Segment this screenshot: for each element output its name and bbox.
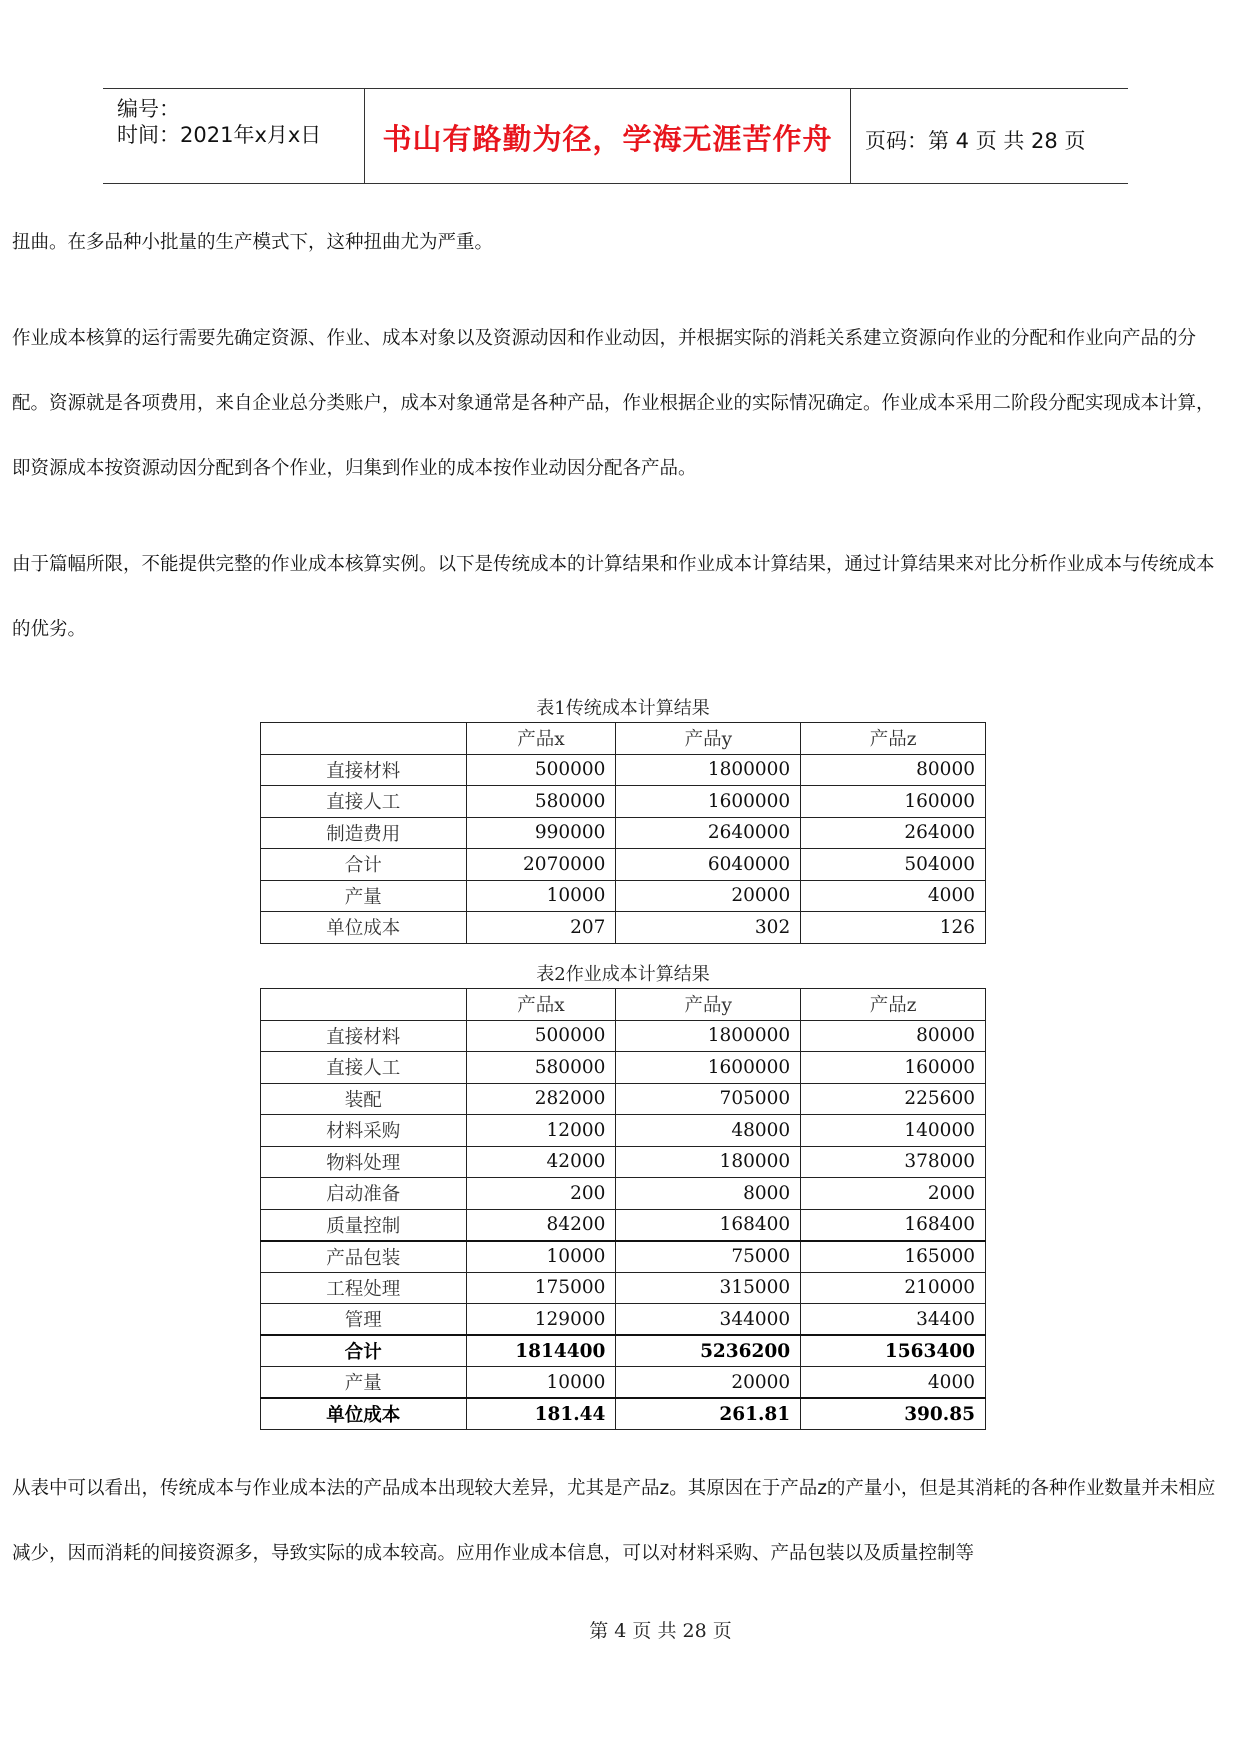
- table-row: [261, 1020, 986, 1052]
- value-cell: 705000: [616, 1083, 801, 1115]
- header-cell: 产品y: [616, 989, 801, 1021]
- value-cell: 264000: [801, 817, 986, 849]
- header-cell: 产品x: [466, 723, 616, 755]
- table-row: [261, 817, 986, 849]
- value-cell: 175000: [466, 1272, 616, 1304]
- value-cell: 504000: [801, 849, 986, 881]
- value-cell: 1814400: [466, 1335, 616, 1367]
- table-row: [261, 1241, 986, 1273]
- row-label: 单位成本: [261, 912, 467, 944]
- value-cell: 5236200: [616, 1335, 801, 1367]
- paragraph-4: 从表中可以看出，传统成本与作业成本法的产品成本出现较大差异，尤其是产品z。其原因在于产品z的产量小，但是其消耗的各种作业数量并未相应减少，因而消耗的间接资源多，导致实际的成本较高。应用作业成本信息，可以对材料采购、产品包装以及质量控制等: [12, 1478, 1216, 1564]
- table-row: [261, 1083, 986, 1115]
- value-cell: 315000: [616, 1272, 801, 1304]
- value-cell: 6040000: [616, 849, 801, 881]
- table-row: [261, 754, 986, 786]
- table-row: [261, 1115, 986, 1147]
- row-label: 质量控制: [261, 1209, 467, 1241]
- header-cell: 产品z: [801, 723, 986, 755]
- row-label: 合计: [261, 849, 467, 881]
- value-cell: 580000: [466, 786, 616, 818]
- value-cell: 168400: [616, 1209, 801, 1241]
- value-cell: 75000: [616, 1241, 801, 1273]
- table2-activity-cost: [260, 988, 986, 1430]
- table-row: [261, 1367, 986, 1399]
- table-row: [261, 1052, 986, 1084]
- value-cell: 165000: [801, 1241, 986, 1273]
- value-cell: 1800000: [616, 754, 801, 786]
- value-cell: 4000: [801, 1367, 986, 1399]
- table-row: [261, 1178, 986, 1210]
- document-number-label: 编号：: [117, 97, 180, 121]
- value-cell: 1600000: [616, 786, 801, 818]
- row-label: 直接人工: [261, 786, 467, 818]
- value-cell: 168400: [801, 1209, 986, 1241]
- page-footer: 第 4 页 共 28 页: [589, 1620, 732, 1642]
- row-label: 产量: [261, 880, 467, 912]
- header-cell: 产品x: [466, 989, 616, 1021]
- row-label: 直接材料: [261, 1020, 467, 1052]
- value-cell: 390.85: [801, 1398, 986, 1430]
- value-cell: 1563400: [801, 1335, 986, 1367]
- row-label: 直接人工: [261, 1052, 467, 1084]
- value-cell: 34400: [801, 1304, 986, 1336]
- value-cell: 200: [466, 1178, 616, 1210]
- table-row: [261, 1209, 986, 1241]
- value-cell: 210000: [801, 1272, 986, 1304]
- header-cell: [261, 989, 467, 1021]
- value-cell: 180000: [616, 1146, 801, 1178]
- value-cell: 42000: [466, 1146, 616, 1178]
- row-label: 材料采购: [261, 1115, 467, 1147]
- row-label: 产品包装: [261, 1241, 467, 1273]
- table1-caption: 表1传统成本计算结果: [536, 698, 710, 719]
- value-cell: 378000: [801, 1146, 986, 1178]
- document-time-label: 时间：2021年x月x日: [117, 123, 322, 147]
- value-cell: 160000: [801, 1052, 986, 1084]
- table-row: [261, 912, 986, 944]
- table-row: [261, 1146, 986, 1178]
- table-total-row: [261, 1335, 986, 1367]
- header-cell: 产品y: [616, 723, 801, 755]
- value-cell: 80000: [801, 754, 986, 786]
- value-cell: 1800000: [616, 1020, 801, 1052]
- table-row: [261, 786, 986, 818]
- header-info-cell: [103, 89, 365, 183]
- value-cell: 80000: [801, 1020, 986, 1052]
- value-cell: 990000: [466, 817, 616, 849]
- value-cell: 302: [616, 912, 801, 944]
- table-row: [261, 1272, 986, 1304]
- header-cell: [261, 723, 467, 755]
- value-cell: 10000: [466, 1367, 616, 1399]
- table1-traditional-cost: [260, 722, 986, 944]
- page-header: [103, 88, 1128, 184]
- paragraph-2: 作业成本核算的运行需要先确定资源、作业、成本对象以及资源动因和作业动因，并根据实际的消耗关系建立资源向作业的分配和作业向产品的分配。资源就是各项费用，来自企业总分类账户，成本对象通常是各种产品，作业根据企业的实际情况确定。作业成本采用二阶段分配实现成本计算，即资源成本按资源动因分配到各个作业，归集到作业的成本按作业动因分配各产品。: [12, 328, 1215, 479]
- table2-caption: 表2作业成本计算结果: [536, 964, 710, 985]
- row-label: 直接材料: [261, 754, 467, 786]
- value-cell: 282000: [466, 1083, 616, 1115]
- value-cell: 500000: [466, 1020, 616, 1052]
- value-cell: 207: [466, 912, 616, 944]
- value-cell: 2000: [801, 1178, 986, 1210]
- value-cell: 10000: [466, 1241, 616, 1273]
- row-label: 产量: [261, 1367, 467, 1399]
- table-row: [261, 1304, 986, 1336]
- row-label: 制造费用: [261, 817, 467, 849]
- row-label: 单位成本: [261, 1398, 467, 1430]
- paragraph-3: 由于篇幅所限，不能提供完整的作业成本核算实例。以下是传统成本的计算结果和作业成本计算结果，通过计算结果来对比分析作业成本与传统成本的优劣。: [12, 554, 1215, 640]
- table-row: [261, 880, 986, 912]
- table-unit-cost-row: [261, 1398, 986, 1430]
- value-cell: 129000: [466, 1304, 616, 1336]
- value-cell: 4000: [801, 880, 986, 912]
- value-cell: 84200: [466, 1209, 616, 1241]
- header-page-cell: [851, 89, 1128, 183]
- header-cell: 产品z: [801, 989, 986, 1021]
- value-cell: 1600000: [616, 1052, 801, 1084]
- header-page-number: 页码：第 4 页 共 28 页: [865, 129, 1086, 153]
- value-cell: 580000: [466, 1052, 616, 1084]
- row-label: 合计: [261, 1335, 467, 1367]
- value-cell: 10000: [466, 880, 616, 912]
- paragraph-1: 扭曲。在多品种小批量的生产模式下，这种扭曲尤为严重。: [12, 232, 494, 253]
- row-label: 装配: [261, 1083, 467, 1115]
- value-cell: 126: [801, 912, 986, 944]
- value-cell: 500000: [466, 754, 616, 786]
- value-cell: 261.81: [616, 1398, 801, 1430]
- table-header-row: [261, 989, 986, 1021]
- value-cell: 8000: [616, 1178, 801, 1210]
- value-cell: 140000: [801, 1115, 986, 1147]
- value-cell: 12000: [466, 1115, 616, 1147]
- value-cell: 344000: [616, 1304, 801, 1336]
- table-row: [261, 849, 986, 881]
- value-cell: 2640000: [616, 817, 801, 849]
- row-label: 启动准备: [261, 1178, 467, 1210]
- header-motto-cell: [365, 89, 851, 183]
- row-label: 工程处理: [261, 1272, 467, 1304]
- row-label: 管理: [261, 1304, 467, 1336]
- value-cell: 225600: [801, 1083, 986, 1115]
- value-cell: 20000: [616, 880, 801, 912]
- value-cell: 160000: [801, 786, 986, 818]
- row-label: 物料处理: [261, 1146, 467, 1178]
- value-cell: 20000: [616, 1367, 801, 1399]
- value-cell: 2070000: [466, 849, 616, 881]
- table-header-row: [261, 723, 986, 755]
- value-cell: 181.44: [466, 1398, 616, 1430]
- header-motto: 书山有路勤为径，学海无涯苦作舟: [382, 122, 833, 156]
- value-cell: 48000: [616, 1115, 801, 1147]
